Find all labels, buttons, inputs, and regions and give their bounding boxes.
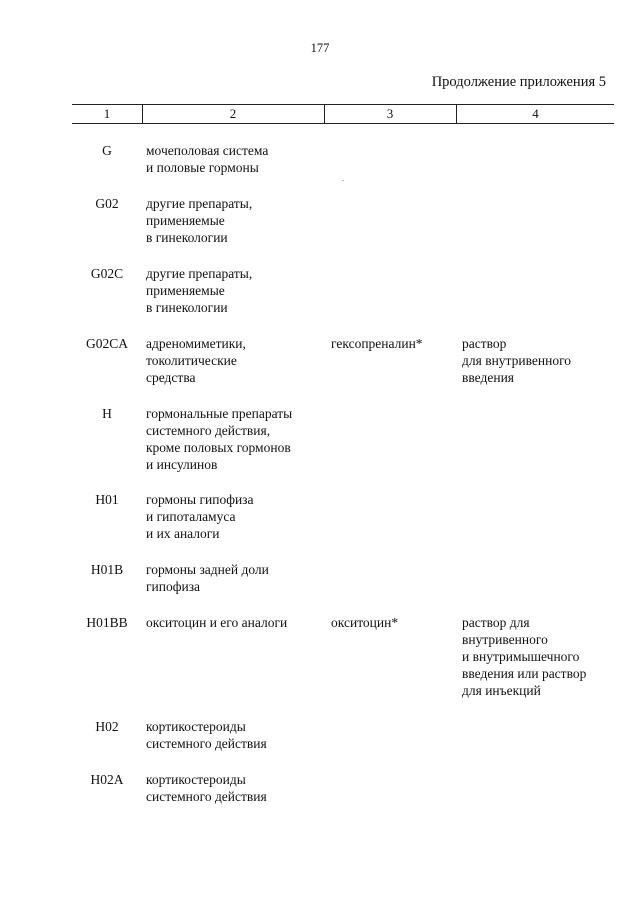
drug-cell: гексопреналин* [331,336,423,351]
name-cell: кортикостероиды системного действия [146,719,267,751]
header-col-4: 4 [532,106,539,121]
name-cell: мочеполовая система и половые гормоны [146,143,269,175]
drug-cell: окситоцин* [331,615,399,630]
header-col-2: 2 [229,106,237,121]
name-cell: окситоцин и его аналоги [146,615,288,630]
code-cell: G02CA [85,336,128,351]
continuation-title: Продолжение приложения 5 [431,74,606,90]
header-col-3: 3 [386,106,394,121]
code-cell: H02A [90,772,124,787]
code-cell: G02 [95,196,119,211]
code-cell: H02 [95,719,119,734]
page-number: 177 [310,41,330,55]
code-cell: G02C [90,266,124,281]
code-cell: H01BB [86,615,128,630]
name-cell: другие препараты, применяемые в гинекологии [146,196,253,245]
name-cell: гормональные препараты системного действия, кроме половых гормонов и инсулинов [146,406,293,472]
name-cell: гормоны гипофиза и гипоталамуса и их аналоги [146,492,254,541]
name-cell: адреномиметики, токолитические средства [146,336,246,385]
code-cell: G [102,143,112,158]
name-cell: гормоны задней доли гипофиза [146,562,269,594]
form-cell: раствор для внутривенного введения [462,336,572,385]
name-cell: другие препараты, применяемые в гинекологии [146,266,253,315]
header-col-1: 1 [103,106,111,121]
name-cell: кортикостероиды системного действия [146,772,267,804]
code-cell: H01B [90,562,124,577]
code-cell: H [102,406,112,421]
form-cell: раствор для внутривенного и внутримышечного введения или раствор для инъекций [462,615,587,698]
code-cell: H01 [95,492,119,507]
